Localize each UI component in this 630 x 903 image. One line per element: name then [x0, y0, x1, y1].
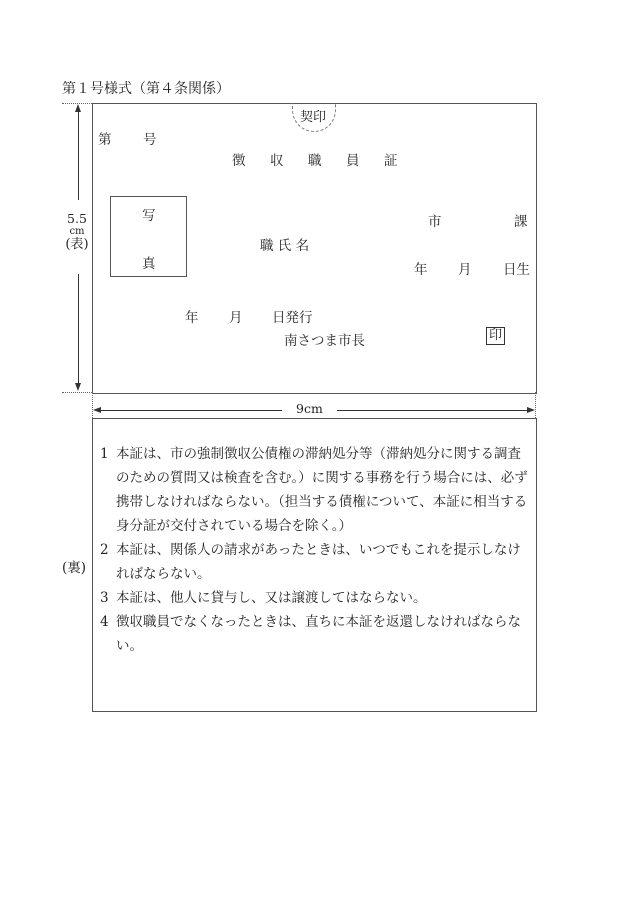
- dim-arrow-right-icon: [527, 407, 535, 413]
- seal-label: 契印: [300, 110, 327, 125]
- title-char-3: 職: [308, 153, 322, 169]
- title-char-5: 証: [384, 153, 398, 169]
- list-item: [100, 538, 530, 586]
- item-text: 本証は、関係人の請求があったときは、いつでもこれを提示しなければならない。: [116, 542, 521, 582]
- item-number: 1: [100, 446, 109, 462]
- issue-month-label: 月: [229, 310, 243, 326]
- height-dimension: [62, 211, 92, 252]
- number-label-go: 号: [143, 132, 157, 148]
- issue-day-label: 日発行: [272, 310, 313, 326]
- list-item: [100, 442, 530, 538]
- side-back-label: (裏): [62, 560, 87, 576]
- dim-line-left: [100, 410, 282, 411]
- item-text: 本証は、市の強制徴収公債権の滞納処分等（滞納処分に関する調査のための質問又は検査を含む。）に関する事務を行う場合には、必ず携帯しなければならない。（担当する債権について、本証に相当する身分証が交付されている場合を除く。）: [116, 446, 528, 534]
- photo-char-2: 真: [142, 256, 156, 272]
- birth-year-label: 年: [414, 262, 428, 278]
- title-char-1: 徴: [232, 153, 246, 169]
- number-label-dai: 第: [98, 132, 112, 148]
- back-notes-list: [100, 442, 530, 658]
- dim-line-top: [78, 111, 79, 200]
- item-text: 本証は、他人に貸与し、又は譲渡してはならない。: [116, 590, 427, 606]
- item-text: 徴収職員でなくなったときは、直ちに本証を返還しなければならない。: [116, 614, 521, 654]
- birth-day-label: 日生: [503, 262, 530, 278]
- dim-arrow-down-icon: [75, 383, 81, 391]
- title-char-4: 員: [346, 153, 360, 169]
- title-char-2: 収: [270, 153, 284, 169]
- issuer-label: 南さつま市長: [284, 333, 365, 349]
- stamp-box: 印: [486, 327, 505, 345]
- photo-char-1: 写: [142, 208, 156, 224]
- width-dimension: 9cm: [296, 401, 323, 416]
- position-name-label: 職 氏 名: [260, 238, 310, 254]
- list-item: [100, 586, 530, 610]
- height-value: 5.5: [67, 211, 87, 226]
- dim-left-guide: [92, 392, 93, 418]
- section-label: 課: [514, 214, 528, 230]
- item-number: 2: [100, 542, 109, 558]
- dim-bottom-guide: [62, 392, 92, 393]
- dim-line-bottom: [78, 274, 79, 383]
- item-number: 3: [100, 590, 109, 606]
- city-label: 市: [428, 214, 442, 230]
- side-front-label: (表): [65, 237, 89, 252]
- birth-month-label: 月: [458, 262, 472, 278]
- dim-line-right: [337, 410, 527, 411]
- item-number: 4: [100, 614, 109, 630]
- height-unit: cm: [69, 226, 85, 237]
- list-item: [100, 610, 530, 658]
- form-title: 第１号様式（第４条関係）: [62, 81, 230, 97]
- issue-year-label: 年: [185, 310, 199, 326]
- dim-right-guide: [535, 392, 536, 418]
